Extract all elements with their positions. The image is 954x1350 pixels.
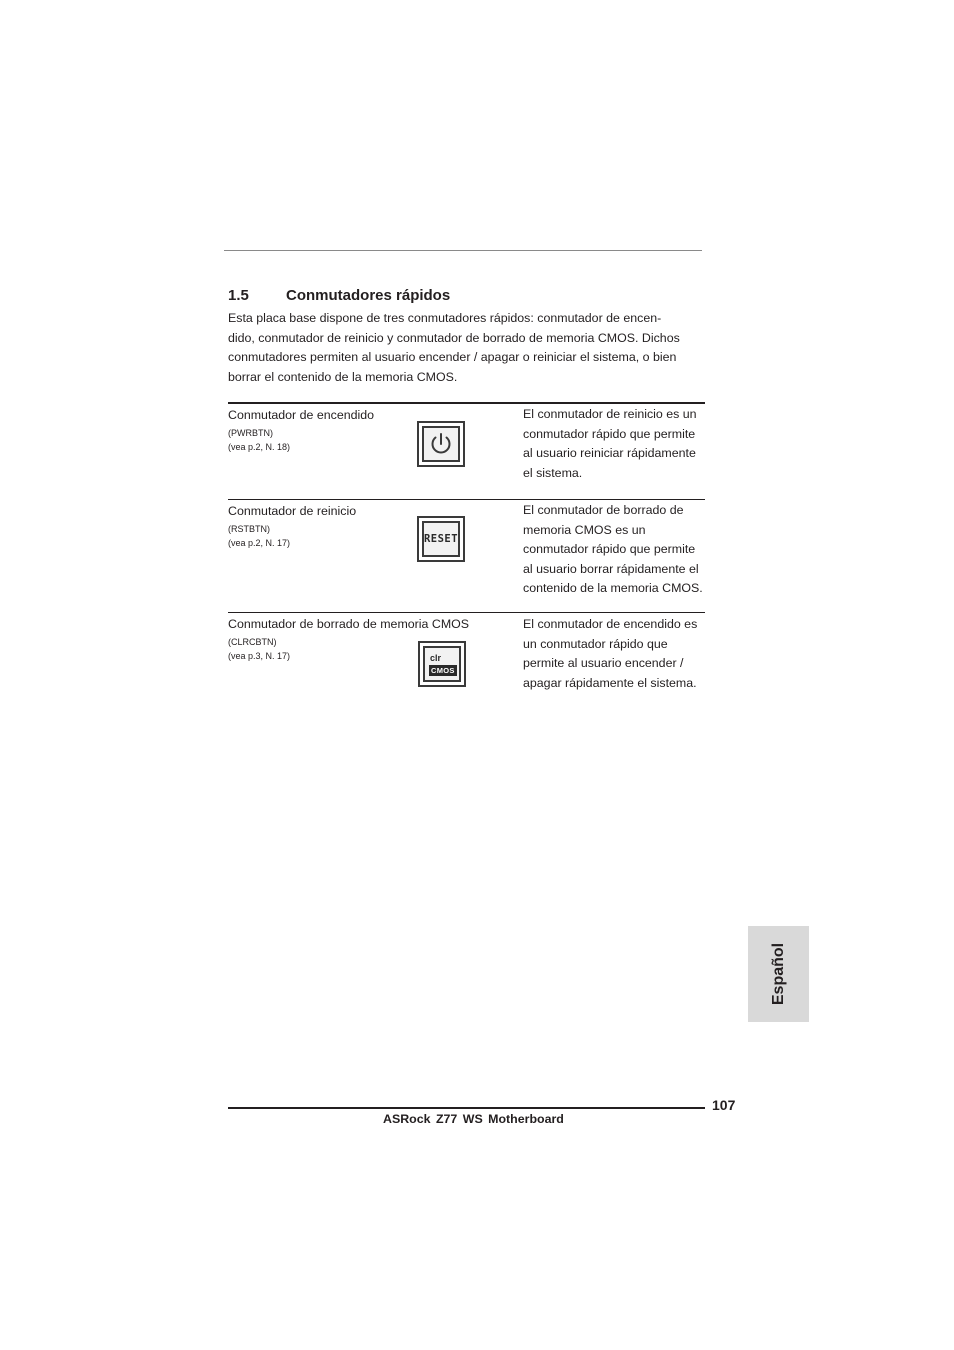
- switch-code: (RSTBTN): [228, 524, 270, 534]
- intro-line: dido, conmutador de reinicio y conmutador de borrado de memoria CMOS. Dichos: [228, 330, 680, 345]
- power-icon: [424, 428, 458, 460]
- switch-description: El conmutador de borrado de memoria CMOS es un conmutador rápido que permite al usuario borrar rápidamente el contenido de la memoria CMOS.: [523, 503, 703, 595]
- clear-cmos-button-graphic: [418, 641, 466, 687]
- clear-cmos-icon-bottom: CMOS: [431, 666, 455, 675]
- section-number: 1.5: [228, 287, 249, 304]
- switch-page-ref: (vea p.2, N. 17): [228, 538, 291, 548]
- intro-line: Esta placa base dispone de tres conmutadores rápidos: conmutador de encen-: [228, 311, 662, 325]
- reset-button-graphic: [417, 516, 465, 562]
- switch-description: El conmutador de reinicio es un conmutador rápido que permite al usuario reiniciar rápidamente el sistema.: [523, 407, 697, 480]
- language-tab: [748, 926, 809, 1022]
- footer-product-name: ASRock Z77 WS Motherboard: [383, 1112, 564, 1126]
- switch-code: (CLRCBTN): [228, 637, 277, 647]
- row-divider: [228, 499, 705, 500]
- page-number: 107: [712, 1097, 736, 1113]
- switch-name: Conmutador de borrado de memoria CMOS: [228, 617, 470, 631]
- intro-line: borrar el contenido de la memoria CMOS.: [228, 369, 458, 384]
- switch-page-ref: (vea p.2, N. 18): [228, 442, 291, 452]
- switch-description: El conmutador de encendido es un conmutador rápido que permite al usuario encender / apagar rápidamente el sistema.: [523, 617, 698, 690]
- intro-line: conmutadores permiten al usuario encender / apagar o reiniciar el sistema, o bien: [228, 350, 677, 364]
- section-title: Conmutadores rápidos: [286, 287, 451, 304]
- footer-divider: [228, 1107, 705, 1109]
- table-top-divider: [228, 402, 705, 404]
- language-tab-label: Español: [769, 942, 787, 1006]
- reset-icon: [422, 521, 460, 557]
- clear-cmos-icon: [423, 646, 461, 682]
- intro-paragraph: [228, 309, 704, 387]
- switch-name: Conmutador de reinicio: [228, 504, 357, 518]
- section-heading: [228, 287, 450, 304]
- switch-name: Conmutador de encendido: [228, 408, 375, 422]
- row-divider: [228, 612, 705, 613]
- power-button-graphic: [417, 421, 465, 467]
- reset-icon-label: RESET: [423, 533, 459, 545]
- switch-code: (PWRBTN): [228, 428, 273, 438]
- switch-reference: [228, 635, 290, 663]
- switch-reference: [228, 426, 290, 454]
- clear-cmos-icon-top: clr: [430, 653, 442, 663]
- switch-page-ref: (vea p.3, N. 17): [228, 651, 291, 661]
- switch-reference: [228, 522, 290, 550]
- header-divider: [224, 250, 702, 251]
